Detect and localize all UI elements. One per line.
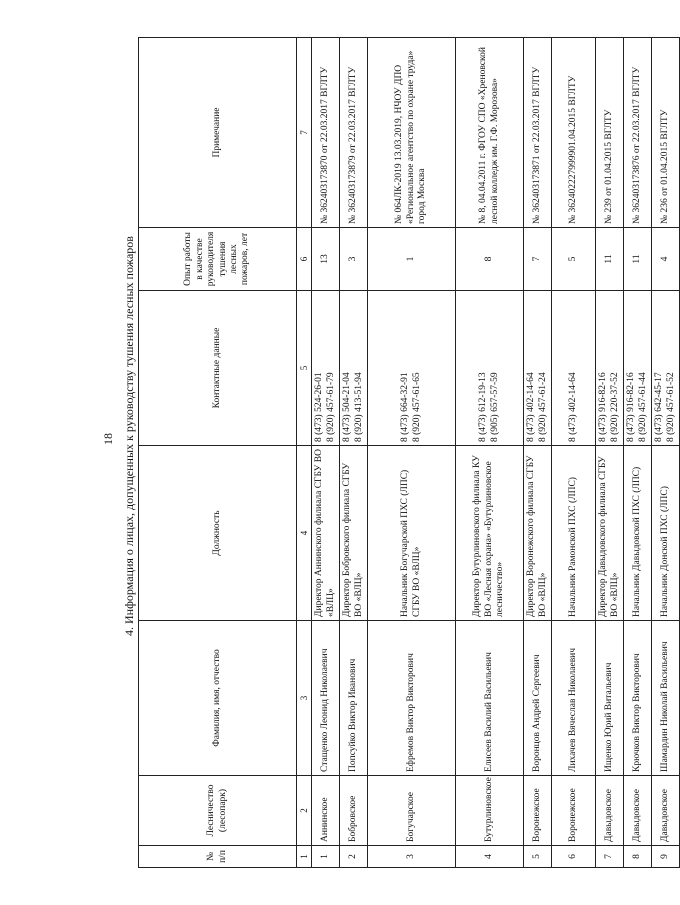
cell-contacts: 8 (473) 612-19-13 8 (905) 657-57-59 [456, 291, 524, 446]
cell-forestry: Давыдовское [624, 776, 652, 846]
cell-full-name: Стащенко Леонид Николаевич [312, 621, 340, 776]
column-index: 5 [297, 291, 312, 446]
row-number: 8 [624, 846, 652, 868]
cell-forestry: Давыдовское [596, 776, 624, 846]
header-row [139, 38, 297, 868]
cell-contacts: 8 (473) 402-14-64 8 (920) 457-61-24 [524, 291, 552, 446]
cell-experience: 5 [552, 228, 596, 291]
table-row [524, 38, 552, 868]
row-number: 9 [652, 846, 680, 868]
cell-contacts: 8 (473) 916-82-16 8 (920) 220-37-52 [596, 291, 624, 446]
page-number: 18 [101, 433, 115, 445]
column-index: 2 [297, 776, 312, 846]
cell-position: Директор Бутурлиновского филиала КУ ВО «Лесная охрана» «Бутурлиновское лесничество» [456, 446, 524, 621]
column-header-contacts: Контактные данные [139, 291, 297, 446]
table-row [312, 38, 340, 868]
row-number: 6 [552, 846, 596, 868]
cell-full-name: Ефремов Виктор Викторович [368, 621, 456, 776]
column-header-experience: Опыт работы в качестве руководителя тушения лесных пожаров, лет [139, 228, 297, 291]
cell-note: № 236 от 01.04.2015 ВГЛТУ [652, 38, 680, 228]
cell-note: № 362403173870 от 22.03.2017 ВГЛТУ [312, 38, 340, 228]
section-heading: 4. Информация о лицах, допущенных к руководству тушения лесных пожаров [122, 236, 136, 636]
cell-forestry: Бобровское [340, 776, 368, 846]
cell-position: Директор Воронежского филиала СГБУ ВО «ВЛЦ» [524, 446, 552, 621]
row-number: 7 [596, 846, 624, 868]
cell-full-name: Елисеев Василий Васильевич [456, 621, 524, 776]
column-index: 7 [297, 38, 312, 228]
cell-note: № 362403173871 от 22.03.2017 ВГЛТУ [524, 38, 552, 228]
column-header-position: Должность [139, 446, 297, 621]
cell-forestry: Давыдовское [652, 776, 680, 846]
column-index: 6 [297, 228, 312, 291]
cell-forestry: Богучарское [368, 776, 456, 846]
cell-note: № 064ЛК-2019 13.03.2019, НЧОУ ДПО «Региональное агентство по охране труда» город Москва [368, 38, 456, 228]
cell-full-name: Попсуйко Виктор Иванович [340, 621, 368, 776]
cell-experience: 4 [652, 228, 680, 291]
cell-note: № 362403173879 от 22.03.2017 ВГЛТУ [340, 38, 368, 228]
cell-experience: 11 [624, 228, 652, 291]
column-header-note: Примечание [139, 38, 297, 228]
cell-full-name: Воронцов Андрей Сергеевич [524, 621, 552, 776]
column-index: 1 [297, 846, 312, 868]
row-number: 5 [524, 846, 552, 868]
cell-position: Директор Аннинского филиала СГБУ ВО «ВЛЦ» [312, 446, 340, 621]
table-row [652, 38, 680, 868]
cell-contacts: 8 (473) 664-32-91 8 (920) 457-61-65 [368, 291, 456, 446]
cell-forestry: Бутурлиновское [456, 776, 524, 846]
cell-position: Директор Бобровского филиала СГБУ ВО «ВЛЦ» [340, 446, 368, 621]
cell-experience: 13 [312, 228, 340, 291]
cell-full-name: Шамардин Николай Васильевич [652, 621, 680, 776]
cell-experience: 7 [524, 228, 552, 291]
row-number: 4 [456, 846, 524, 868]
cell-contacts: 8 (473) 916-82-16 8 (920) 457-61-44 [624, 291, 652, 446]
cell-forestry: Аннинское [312, 776, 340, 846]
table-row [456, 38, 524, 868]
cell-experience: 3 [340, 228, 368, 291]
cell-contacts: 8 (473) 524-26-01 8 (920) 457-61-79 [312, 291, 340, 446]
cell-position: Начальник Донской ПХС (ЛПС) [652, 446, 680, 621]
cell-full-name: Ищенко Юрий Витальевич [596, 621, 624, 776]
cell-note: № 362403173876 от 22.03.2017 ВГЛТУ [624, 38, 652, 228]
cell-position: Директор Давыдовского филиала СГБУ ВО «ВЛЦ» [596, 446, 624, 621]
column-header-forestry: Лесничество (лесопарк) [139, 776, 297, 846]
column-number-row [297, 38, 312, 868]
cell-position: Начальник Давыдовской ПХС (ЛПС) [624, 446, 652, 621]
cell-contacts: 8 (473) 402-14-64 [552, 291, 596, 446]
cell-position: Начальник Богучарской ПХС (ЛПС) СГБУ ВО «ВЛЦ» [368, 446, 456, 621]
table-row [552, 38, 596, 868]
cell-full-name: Крючков Виктор Викторович [624, 621, 652, 776]
cell-experience: 11 [596, 228, 624, 291]
cell-forestry: Воронежское [552, 776, 596, 846]
table-row [340, 38, 368, 868]
row-number: 3 [368, 846, 456, 868]
row-number: 1 [312, 846, 340, 868]
cell-full-name: Лихачев Вячеслав Николаевич [552, 621, 596, 776]
cell-forestry: Воронежское [524, 776, 552, 846]
table-row [624, 38, 652, 868]
table-body [312, 38, 680, 868]
cell-position: Начальник Рамонской ПХС (ЛПС) [552, 446, 596, 621]
column-index: 4 [297, 446, 312, 621]
cell-note: № 8, 04.04.2011 г. ФГОУ СПО «Хреновской лесной колледж им. Г.Ф. Морозова» [456, 38, 524, 228]
column-index: 3 [297, 621, 312, 776]
responsible-persons-table [138, 37, 680, 868]
cell-note: № 362402227999901.04.2015 ВГЛТУ [552, 38, 596, 228]
rotated-table-wrapper [138, 38, 676, 868]
cell-note: № 239 от 01.04.2015 ВГЛТУ [596, 38, 624, 228]
cell-experience: 8 [456, 228, 524, 291]
cell-contacts: 8 (473) 642-45-17 8 (920) 457-61-52 [652, 291, 680, 446]
column-header-name: Фамилия, имя, отчество [139, 621, 297, 776]
table-row [596, 38, 624, 868]
cell-contacts: 8 (473) 504-21-04 8 (920) 413-51-94 [340, 291, 368, 446]
column-header-number: № п/п [139, 846, 297, 868]
table-row [368, 38, 456, 868]
row-number: 2 [340, 846, 368, 868]
cell-experience: 1 [368, 228, 456, 291]
